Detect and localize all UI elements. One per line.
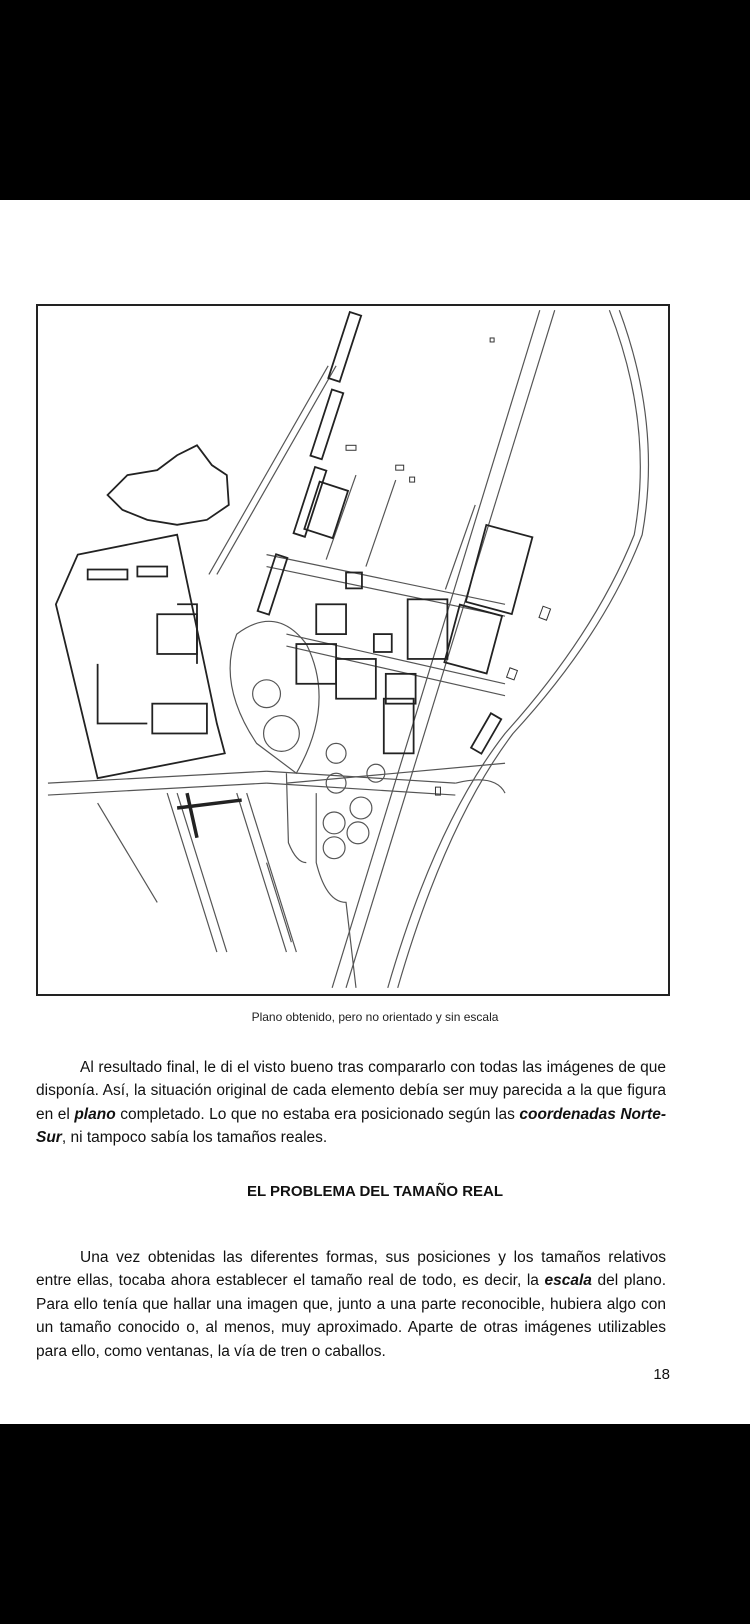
paragraph-1-emphasis-plano: plano: [74, 1105, 116, 1123]
paragraph-2: [36, 1246, 666, 1364]
paragraph-1-text-c: , ni tampoco sabía los tamaños reales.: [61, 1129, 328, 1146]
paragraph-1: [36, 1056, 666, 1150]
paragraph-2-text-a: Una vez obtenidas las diferentes formas, sus posiciones y los tamaños relativos entre ellas, tocaba ahora establecer el tamaño real de todo, es decir, la: [36, 1248, 666, 1289]
document-page: [0, 200, 750, 1424]
paragraph-1-emphasis-coordenadas: coordenadas Norte-Sur: [36, 1105, 667, 1146]
paragraph-1-text-b: completado. Lo que no estaba era posicionado según las: [115, 1105, 520, 1123]
site-plan-figure: [36, 304, 670, 996]
page-number: 18: [653, 1366, 670, 1383]
section-heading: EL PROBLEMA DEL TAMAÑO REAL: [246, 1183, 504, 1200]
paragraph-2-text-b: del plano. Para ello tenía que hallar una imagen que, junto a una parte reconocible, hubiera algo con un tamaño conocido o, al menos, muy aproximado. Aparte de otras imágenes utilizables para ello, como ventanas, la vía de tren o caballos.: [36, 1272, 667, 1360]
figure-caption: Plano obtenido, pero no orientado y sin escala: [251, 1010, 499, 1024]
paragraph-1-text-a: Al resultado final, le di el visto bueno tras compararlo con todas las imágenes de que disponía. Así, la situación original de cada elemento debía ser muy parecida a la que figura en el: [36, 1058, 666, 1123]
paragraph-2-emphasis-escala: escala: [544, 1272, 592, 1289]
site-plan-drawing: [38, 306, 668, 994]
